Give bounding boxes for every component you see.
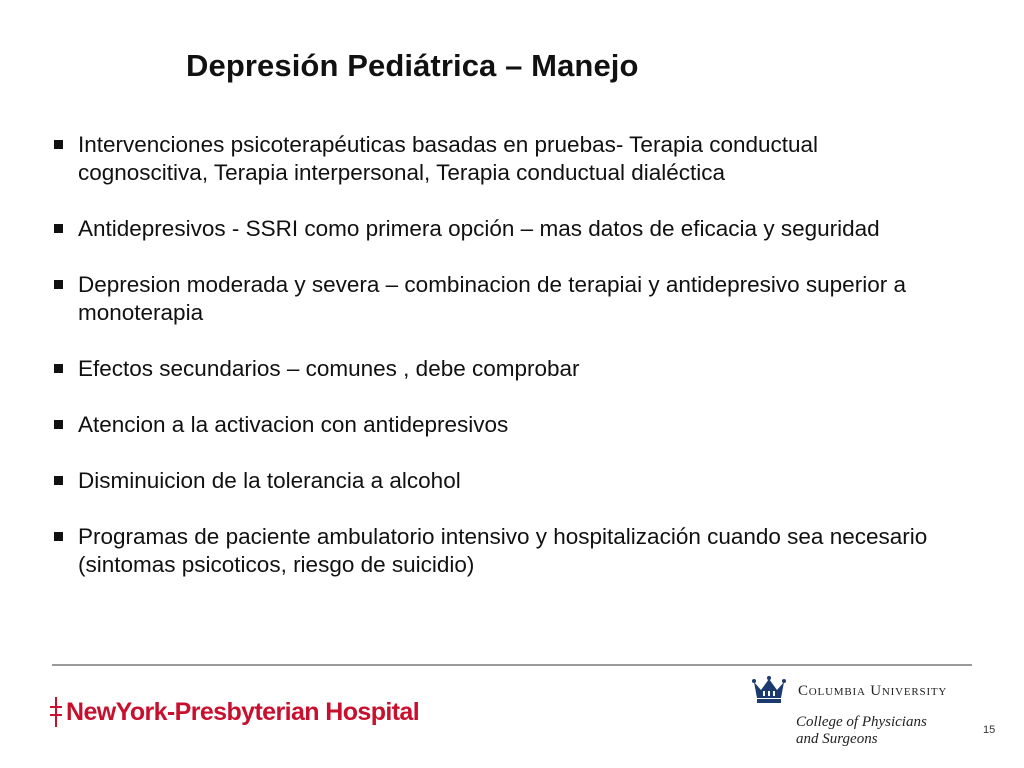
- columbia-logo: [752, 676, 972, 756]
- square-bullet-icon: [54, 224, 63, 233]
- bullet-text: Depresion moderada y severa – combinacion de terapiai y antidepresivo superior a monoterapia: [78, 272, 906, 325]
- bullet-item: [54, 215, 944, 243]
- square-bullet-icon: [54, 140, 63, 149]
- square-bullet-icon: [54, 532, 63, 541]
- college-name-line1: College of Physicians: [796, 714, 927, 730]
- bullet-item: [54, 131, 944, 187]
- nyp-bracket-icon: [50, 697, 62, 727]
- bullet-text: Programas de paciente ambulatorio intensivo y hospitalización cuando sea necesario (sintomas psicoticos, riesgo de suicidio): [78, 524, 928, 577]
- square-bullet-icon: [54, 364, 63, 373]
- nyp-logo: [50, 695, 419, 729]
- bullet-item: [54, 467, 944, 495]
- bullet-text: Intervenciones psicoterapéuticas basadas en pruebas- Terapia conductual cognoscitiva, Terapia interpersonal, Terapia conductual dialéctica: [78, 132, 819, 185]
- bullet-text: Antidepresivos - SSRI como primera opción – mas datos de eficacia y seguridad: [78, 216, 880, 241]
- crown-icon: [752, 676, 786, 704]
- bullet-item: [54, 271, 944, 327]
- bullet-item: [54, 355, 944, 383]
- slide-title: Depresión Pediátrica – Manejo: [186, 48, 639, 83]
- bullet-list: [54, 131, 944, 607]
- bullet-text: Disminuicion de la tolerancia a alcohol: [78, 468, 461, 493]
- footer-divider: [52, 664, 972, 666]
- bullet-text: Efectos secundarios – comunes , debe comprobar: [78, 356, 580, 381]
- bullet-item: [54, 523, 944, 579]
- square-bullet-icon: [54, 280, 63, 289]
- nyp-logo-text: NewYork-Presbyterian Hospital: [66, 697, 420, 726]
- bullet-text: Atencion a la activacion con antidepresivos: [78, 412, 509, 437]
- page-number: 15: [983, 724, 996, 736]
- college-name-line2: and Surgeons: [796, 731, 878, 747]
- columbia-university-name: Columbia University: [798, 683, 948, 699]
- square-bullet-icon: [54, 476, 63, 485]
- square-bullet-icon: [54, 420, 63, 429]
- bullet-item: [54, 411, 944, 439]
